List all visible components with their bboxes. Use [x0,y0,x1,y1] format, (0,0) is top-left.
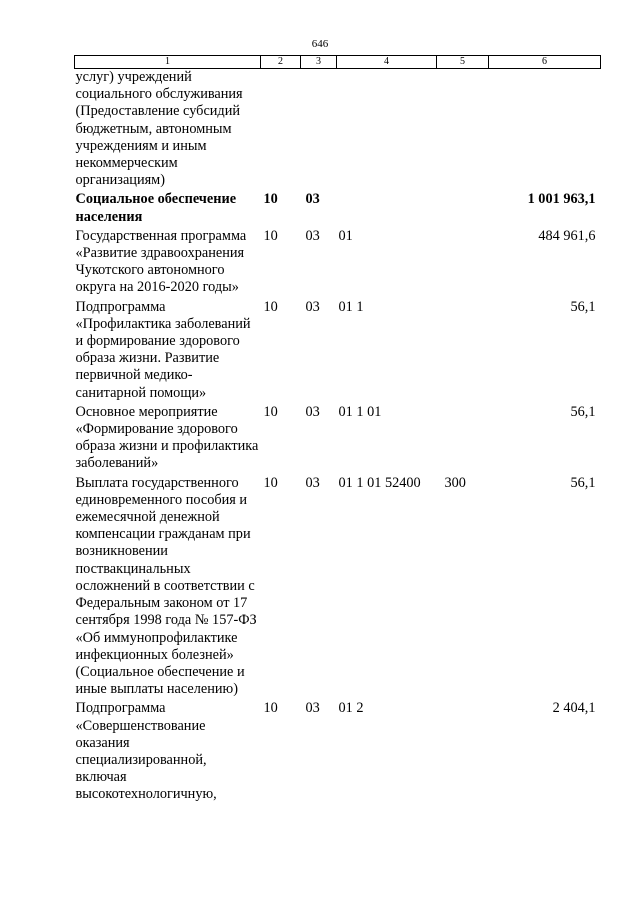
row-section: 10 [263,403,278,420]
row-amount: 56,1 [570,298,596,315]
row-target-article: 01 2 [338,700,364,717]
row-expense-type [437,698,489,803]
row-expense-type [437,297,489,402]
row-amount [489,69,601,190]
row-name: Основное мероприятие «Формирование здорового образа жизни и профилактика заболеваний» [75,403,259,472]
row-section: 10 [263,227,278,244]
budget-table [74,55,601,804]
column-number: 6 [489,56,601,69]
row-subsection: 03 [305,191,320,208]
row-name: услуг) учреждений социального обслуживания (Предоставление субсидий бюджетным, автономным учреждениям и иным некоммерческим организациям) [75,69,243,189]
row-subsection: 03 [305,298,320,315]
row-section: 10 [263,298,278,315]
row-subsection: 03 [305,403,320,420]
row-expense-type [437,189,489,225]
row-name: Выплата государственного единовременного пособия и ежемесячной денежной компенсации гражданам при возникновении поствакцинальных осложнений в соответствии с Федеральным законом от 17 сентября 1998 года № 157-ФЗ «Об иммунопрофилактике инфекционных болезней» (Социальное обеспечение и иные выплаты населению) [75,474,257,698]
row-name: Подпрограмма «Профилактика заболеваний и формирование здорового образа жизни. Развитие первичной медико-санитарной помощи» [75,298,251,401]
row-target-article: 01 1 [338,298,364,315]
table-header [75,56,601,69]
row-section: 10 [263,474,278,491]
row-target-article: 01 1 01 52400 [338,474,421,491]
row-expense-type [437,226,489,297]
row-subsection: 03 [305,474,320,491]
row-name: Государственная программа «Развитие здравоохранения Чукотского автономного округа на 2016-2020 годы» [75,227,247,296]
row-amount: 2 404,1 [552,700,596,717]
page-number: 646 [311,38,329,50]
row-expense-type: 300 [444,474,466,491]
table-row [75,189,601,225]
row-name: Социальное обеспечение населения [75,191,237,225]
table-body [75,69,601,804]
row-section [261,69,301,190]
row-section: 10 [263,700,278,717]
row-amount: 56,1 [570,403,596,420]
row-amount: 56,1 [570,474,596,491]
row-name: Подпрограмма «Совершенствование оказания специализированной, включая высокотехнологичную, [75,700,217,803]
column-number: 4 [337,56,437,69]
row-expense-type [437,69,489,190]
table-row [75,402,601,473]
row-expense-type [437,402,489,473]
row-subsection: 03 [305,227,320,244]
row-subsection: 03 [305,700,320,717]
row-amount: 1 001 963,1 [527,191,596,208]
row-target-article [337,69,437,190]
row-section: 10 [263,191,278,208]
column-number: 1 [75,56,261,69]
table-row [75,698,601,803]
row-target-article: 01 [338,227,353,244]
row-target-article [337,189,437,225]
row-target-article: 01 1 01 [338,403,382,420]
table-row [75,297,601,402]
column-number-row [75,56,601,69]
table-row [75,69,601,190]
column-number: 5 [437,56,489,69]
table-row [75,226,601,297]
column-number: 3 [301,56,337,69]
row-subsection [301,69,337,190]
column-number: 2 [261,56,301,69]
table-row [75,473,601,699]
row-amount: 484 961,6 [538,227,596,244]
